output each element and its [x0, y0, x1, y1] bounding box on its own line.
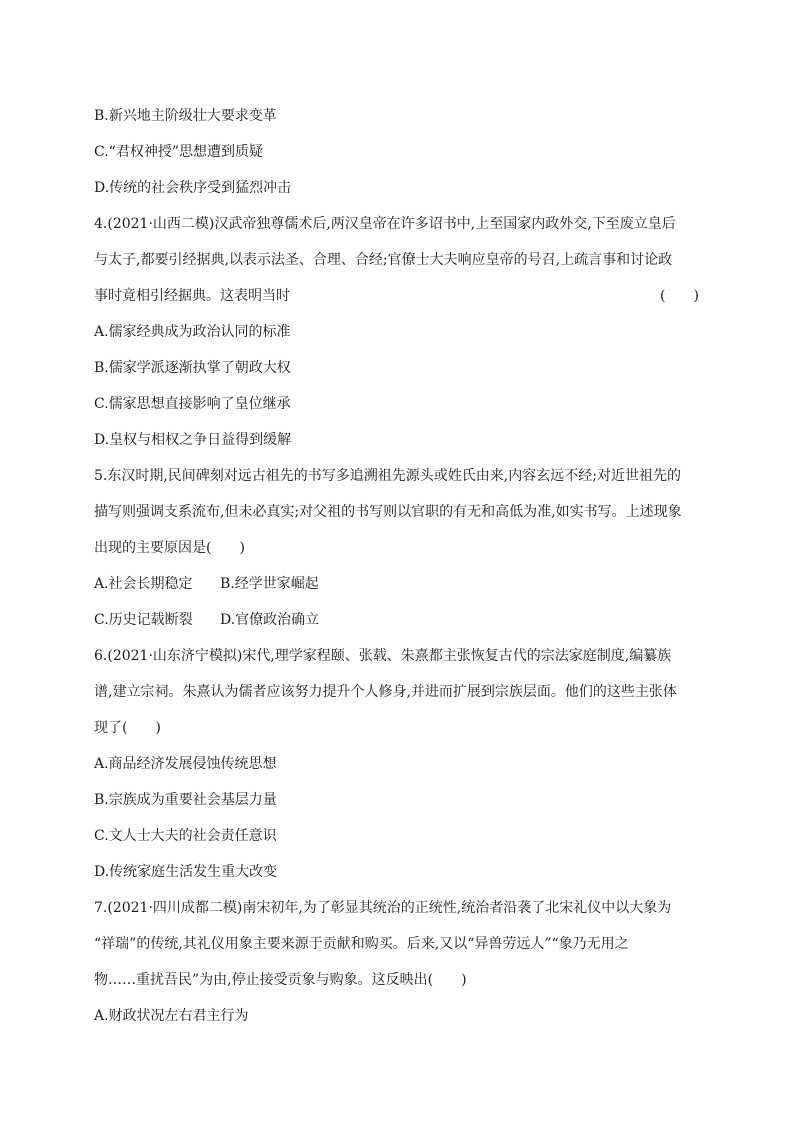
option-d: D.皇权与相权之争日益得到缓解 — [94, 432, 292, 448]
question-4-line-2: 与太子,都要引经据典,以表示法圣、合理、合经;官僚士大夫响应皇帝的号召,上疏言事和讨论政 — [94, 252, 673, 268]
question-7-line-2: “祥瑞”的传统,其礼仪用象主要来源于贡献和购买。后来,又以“异兽劳远人”“象乃无用之 — [94, 936, 629, 952]
question-7-line-1: 7.(2021·四川成都二模)南宋初年,为了彰显其统治的正统性,统治者沿袭了北宋礼仪中以大象为 — [94, 900, 672, 916]
question-7-line-3: 物……重扰吾民”为由,停止接受贡象与购象。这反映出( ) — [94, 972, 467, 988]
option-b: B.宗族成为重要社会基层力量 — [94, 792, 277, 808]
option-b: B.新兴地主阶级壮大要求变革 — [94, 108, 277, 124]
option-a: A.财政状况左右君主行为 — [94, 1008, 249, 1024]
question-4-line-1: 4.(2021·山西二模)汉武帝独尊儒术后,两汉皇帝在许多诏书中,上至国家内政外交,下至废立皇后 — [94, 216, 676, 232]
question-5-line-3: 出现的主要原因是( ) — [94, 540, 245, 556]
option-d: D.传统家庭生活发生重大改变 — [94, 864, 278, 880]
option-c: C.“君权神授”思想遭到质疑 — [94, 144, 263, 160]
question-6-line-3: 现了( ) — [94, 720, 161, 736]
option-d: D.官僚政治确立 — [220, 612, 320, 628]
option-d: D.传统的社会秩序受到猛烈冲击 — [94, 180, 292, 196]
answer-blank: ( ) — [660, 288, 699, 304]
option-a: A.儒家经典成为政治认同的标准 — [94, 324, 291, 340]
question-5-line-2: 描写则强调支系流布,但未必真实;对父祖的书写则以官职的有无和高低为准,如实书写。上述现象 — [94, 504, 682, 520]
option-b: B.儒家学派逐渐执掌了朝政大权 — [94, 360, 291, 376]
option-a: A.社会长期稳定 — [94, 576, 193, 592]
option-c: C.历史记载断裂 — [94, 612, 193, 628]
question-6-line-2: 谱,建立宗祠。朱熹认为儒者应该努力提升个人修身,并进而扩展到宗族层面。他们的这些主张体 — [94, 684, 677, 700]
option-a: A.商品经济发展侵蚀传统思想 — [94, 756, 277, 772]
option-c: C.儒家思想直接影响了皇位继承 — [94, 396, 291, 412]
question-6-line-1: 6.(2021·山东济宁模拟)宋代,理学家程颐、张载、朱熹都主张恢复古代的宗法家庭制度,编纂族 — [94, 648, 672, 664]
question-5-line-1: 5.东汉时期,民间碑刻对远古祖先的书写多追溯祖先源头或姓氏由来,内容玄远不经;对近世祖先的 — [94, 468, 681, 484]
option-b: B.经学世家崛起 — [220, 576, 319, 592]
question-4-line-3: 事时竟相引经据典。这表明当时 — [94, 288, 290, 304]
option-c: C.文人士大夫的社会责任意识 — [94, 828, 277, 844]
